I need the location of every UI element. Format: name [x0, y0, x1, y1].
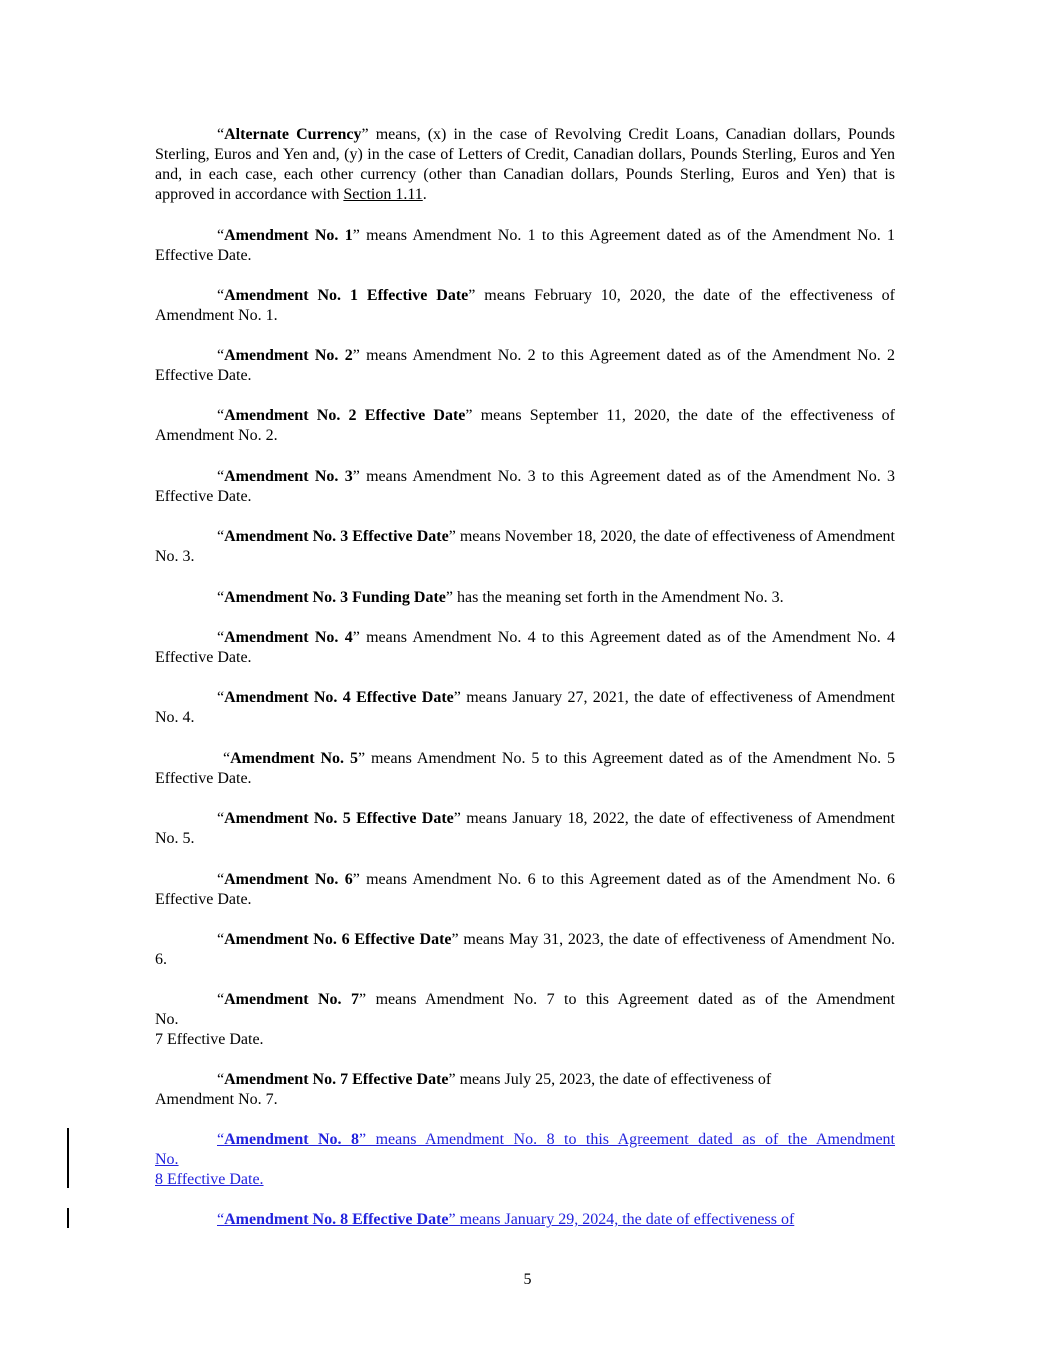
- page-number: 5: [523, 1271, 532, 1288]
- defined-term: Amendment No. 6 Effective Date: [224, 931, 452, 948]
- defined-term: Amendment No. 8: [224, 1131, 360, 1148]
- definition-amendment-5-effective-date: “Amendment No. 5 Effective Date” means January 18, 2022, the date of effectiveness of Amendment No. 5.: [155, 810, 895, 847]
- definition-alternate-currency: “Alternate Currency” means, (x) in the case of Revolving Credit Loans, Canadian dollars, Pounds Sterling, Euros and Yen and, (y) in the case of Letters of Credit, Canadian dollars, Pounds Sterling, Euros and Yen and, in each case, each other currency (other than Canadian dollars, Pounds Sterling, Euros and Yen) that is approved in accordance with Section 1.11.: [155, 126, 895, 203]
- defined-term: Amendment No. 3 Funding Date: [224, 589, 446, 606]
- definition-amendment-3-effective-date: “Amendment No. 3 Effective Date” means November 18, 2020, the date of effectiveness of Amendment No. 3.: [155, 528, 895, 565]
- definition-amendment-2-effective-date: “Amendment No. 2 Effective Date” means September 11, 2020, the date of the effectiveness of Amendment No. 2.: [155, 407, 895, 444]
- definition-amendment-7-effective-date: “Amendment No. 7 Effective Date” means July 25, 2023, the date of effectiveness of Amendment No. 7.: [155, 1071, 772, 1108]
- definition-amendment-4-effective-date: “Amendment No. 4 Effective Date” means January 27, 2021, the date of effectiveness of Amendment No. 4.: [155, 689, 895, 726]
- defined-term: Amendment No. 4: [224, 629, 353, 646]
- defined-term: Amendment No. 1 Effective Date: [224, 287, 469, 304]
- defined-term: Amendment No. 5 Effective Date: [224, 810, 454, 827]
- defined-term: Amendment No. 1: [224, 227, 353, 244]
- definition-amendment-8: “Amendment No. 8” means Amendment No. 8 to this Agreement dated as of the Amendment No. 8 Effective Date.: [155, 1131, 896, 1188]
- defined-term: Alternate Currency: [224, 126, 362, 143]
- defined-term: Amendment No. 7: [224, 991, 360, 1008]
- definition-amendment-7: “Amendment No. 7” means Amendment No. 7 to this Agreement dated as of the Amendment No. 7 Effective Date.: [155, 991, 896, 1048]
- definition-amendment-5: “Amendment No. 5” means Amendment No. 5 to this Agreement dated as of the Amendment No. 5 Effective Date.: [155, 750, 895, 787]
- revision-bar: [67, 1128, 69, 1188]
- defined-term: Amendment No. 3 Effective Date: [224, 528, 449, 545]
- definition-amendment-4: “Amendment No. 4” means Amendment No. 4 to this Agreement dated as of the Amendment No. 4 Effective Date.: [155, 629, 895, 666]
- definition-amendment-6: “Amendment No. 6” means Amendment No. 6 to this Agreement dated as of the Amendment No. 6 Effective Date.: [155, 871, 895, 908]
- defined-term: Amendment No. 2: [224, 347, 353, 364]
- defined-term: Amendment No. 2 Effective Date: [224, 407, 466, 424]
- defined-term: Amendment No. 5: [230, 750, 358, 767]
- definition-amendment-2: “Amendment No. 2” means Amendment No. 2 to this Agreement dated as of the Amendment No. 2 Effective Date.: [155, 347, 895, 384]
- defined-term: Amendment No. 6: [224, 871, 353, 888]
- defined-term: Amendment No. 7 Effective Date: [224, 1071, 449, 1088]
- definition-amendment-3: “Amendment No. 3” means Amendment No. 3 to this Agreement dated as of the Amendment No. 3 Effective Date.: [155, 468, 895, 505]
- definition-amendment-1-effective-date: “Amendment No. 1 Effective Date” means February 10, 2020, the date of the effectiveness of Amendment No. 1.: [155, 287, 895, 324]
- defined-term: Amendment No. 4 Effective Date: [224, 689, 454, 706]
- definition-amendment-3-funding-date: “Amendment No. 3 Funding Date” has the meaning set forth in the Amendment No. 3.: [217, 589, 784, 606]
- definition-amendment-8-effective-date: “Amendment No. 8 Effective Date” means January 29, 2024, the date of effectiveness of: [217, 1211, 795, 1228]
- definition-amendment-6-effective-date: “Amendment No. 6 Effective Date” means May 31, 2023, the date of effectiveness of Amendment No. 6.: [155, 931, 896, 968]
- revision-bar: [67, 1208, 69, 1228]
- defined-term: Amendment No. 8 Effective Date: [224, 1211, 449, 1228]
- section-reference-link[interactable]: Section 1.11: [343, 186, 423, 203]
- defined-term: Amendment No. 3: [224, 468, 353, 485]
- definition-amendment-1: “Amendment No. 1” means Amendment No. 1 to this Agreement dated as of the Amendment No. 1 Effective Date.: [155, 227, 895, 264]
